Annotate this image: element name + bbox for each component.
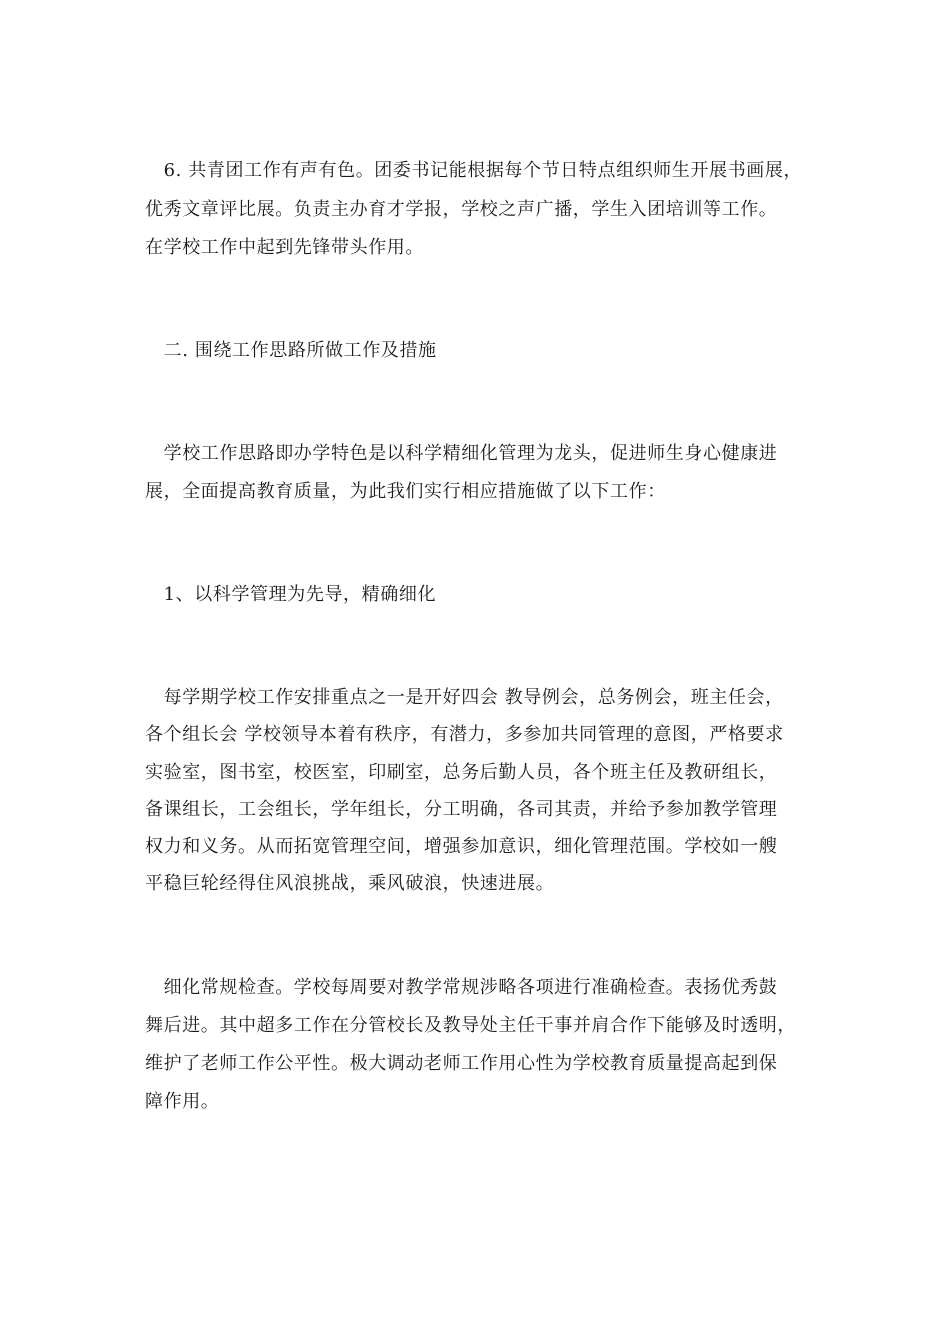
paragraph-line: 平稳巨轮经得住风浪挑战，乘风破浪，快速进展。 (145, 873, 555, 894)
paragraph-line: 学校工作思路即办学特色是以科学精细化管理为龙头，促进师生身心健康进 (145, 443, 778, 464)
paragraph-line: 备课组长，工会组长，学年组长，分工明确，各司其责，并给予参加教学管理 (145, 799, 778, 820)
paragraph-line: 细化常规检查。学校每周要对教学常规涉略各项进行准确检查。表扬优秀鼓 (145, 977, 778, 998)
subsection-heading: 1、以科学管理为先导，精确细化 (145, 584, 437, 605)
paragraph-line: 在学校工作中起到先锋带头作用。 (145, 237, 424, 258)
paragraph-line: 权力和义务。从而拓宽管理空间，增强参加意识，细化管理范围。学校如一艘 (145, 836, 778, 857)
paragraph-line: 实验室，图书室，校医室，印刷室，总务后勤人员，各个班主任及教研组长， (145, 762, 778, 783)
section-heading: 二. 围绕工作思路所做工作及措施 (145, 340, 437, 361)
paragraph-line: 6. 共青团工作有声有色。团委书记能根据每个节日特点组织师生开展书画展， (145, 160, 803, 181)
paragraph-line: 舞后进。其中超多工作在分管校长及教导处主任干事并肩合作下能够及时透明， (145, 1015, 796, 1036)
paragraph-line: 展，全面提高教育质量，为此我们实行相应措施做了以下工作： (145, 481, 666, 502)
paragraph-line: 维护了老师工作公平性。极大调动老师工作用心性为学校教育质量提高起到保 (145, 1053, 778, 1074)
paragraph-line: 各个组长会 学校领导本着有秩序，有潜力，多参加共同管理的意图，严格要求 (145, 724, 784, 745)
paragraph-line: 每学期学校工作安排重点之一是开好四会 教导例会，总务例会，班主任会， (145, 687, 784, 708)
paragraph-line: 优秀文章评比展。负责主办育才学报，学校之声广播，学生入团培训等工作。 (145, 199, 778, 220)
paragraph-line: 障作用。 (145, 1091, 220, 1112)
